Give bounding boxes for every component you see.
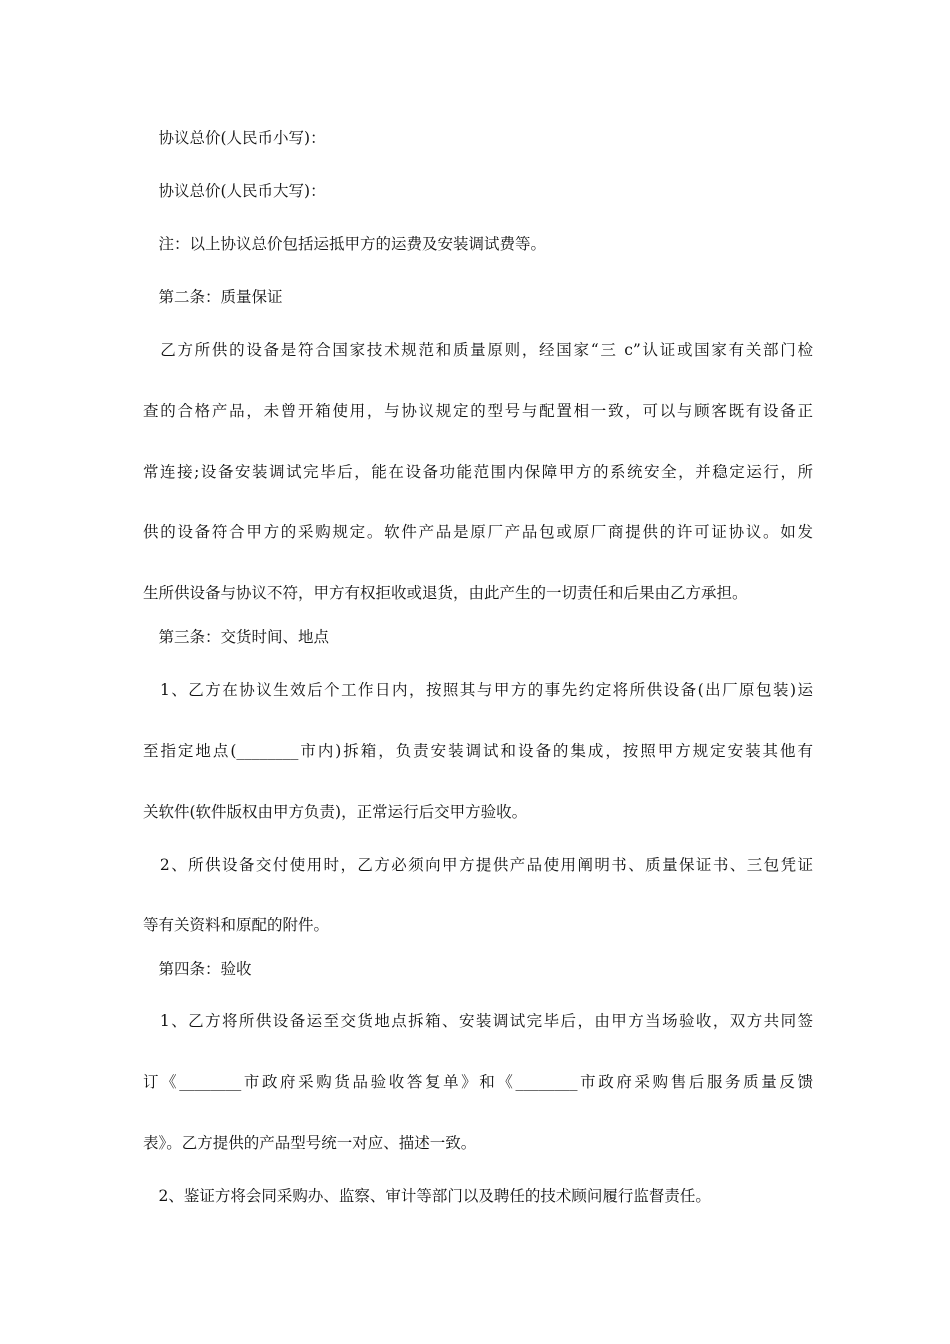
article-4-item-1-line: 表》。乙方提供的产品型号统一对应、描述一致。 [143, 1134, 477, 1152]
article-4-heading: 第四条：验收 [143, 960, 252, 978]
article-2-heading: 第二条：质量保证 [143, 288, 283, 306]
article-3-item-1-line: 1、乙方在协议生效后个工作日内，按照其与甲方的事先约定将所供设备(出厂原包装)运 [143, 681, 813, 699]
article-4-item-1-line: 1、乙方将所供设备运至交货地点拆箱、安装调试完毕后，由甲方当场验收，双方共同签 [143, 1012, 813, 1030]
article-3-item-1-line: 关软件(软件版权由甲方负责)，正常运行后交甲方验收。 [143, 803, 528, 821]
article-3-item-2-line: 等有关资料和原配的附件。 [143, 916, 330, 934]
article-3-item-2-line: 2、所供设备交付使用时，乙方必须向甲方提供产品使用阐明书、质量保证书、三包凭证 [143, 856, 813, 874]
article-4-item-2: 2、鉴证方将会同采购办、监察、审计等部门以及聘任的技术顾问履行监督责任。 [143, 1187, 711, 1205]
total-price-uppercase: 协议总价(人民币大写)： [143, 182, 326, 200]
article-2-paragraph-line: 常连接;设备安装调试完毕后，能在设备功能范围内保障甲方的系统安全，并稳定运行，所 [143, 463, 813, 481]
article-2-paragraph-line: 乙方所供的设备是符合国家技术规范和质量原则，经国家“三 c”认证或国家有关部门检 [143, 341, 813, 359]
article-2-paragraph-line: 供的设备符合甲方的采购规定。软件产品是原厂产品包或原厂商提供的许可证协议。如发 [143, 523, 813, 541]
price-note: 注：以上协议总价包括运抵甲方的运费及安装调试费等。 [143, 235, 547, 253]
article-3-heading: 第三条：交货时间、地点 [143, 628, 330, 646]
article-2-paragraph-line: 查的合格产品，未曾开箱使用，与协议规定的型号与配置相一致，可以与顾客既有设备正 [143, 402, 813, 420]
article-3-item-1-line: 至指定地点(________市内)拆箱，负责安装调试和设备的集成，按照甲方规定安装其他有 [143, 742, 813, 760]
article-2-paragraph-line: 生所供设备与协议不符，甲方有权拒收或退货，由此产生的一切责任和后果由乙方承担。 [143, 584, 748, 602]
article-4-item-1-line: 订《________市政府采购货品验收答复单》和《________市政府采购售后服务质量反馈 [143, 1073, 813, 1091]
total-price-lowercase: 协议总价(人民币小写)： [143, 129, 326, 147]
